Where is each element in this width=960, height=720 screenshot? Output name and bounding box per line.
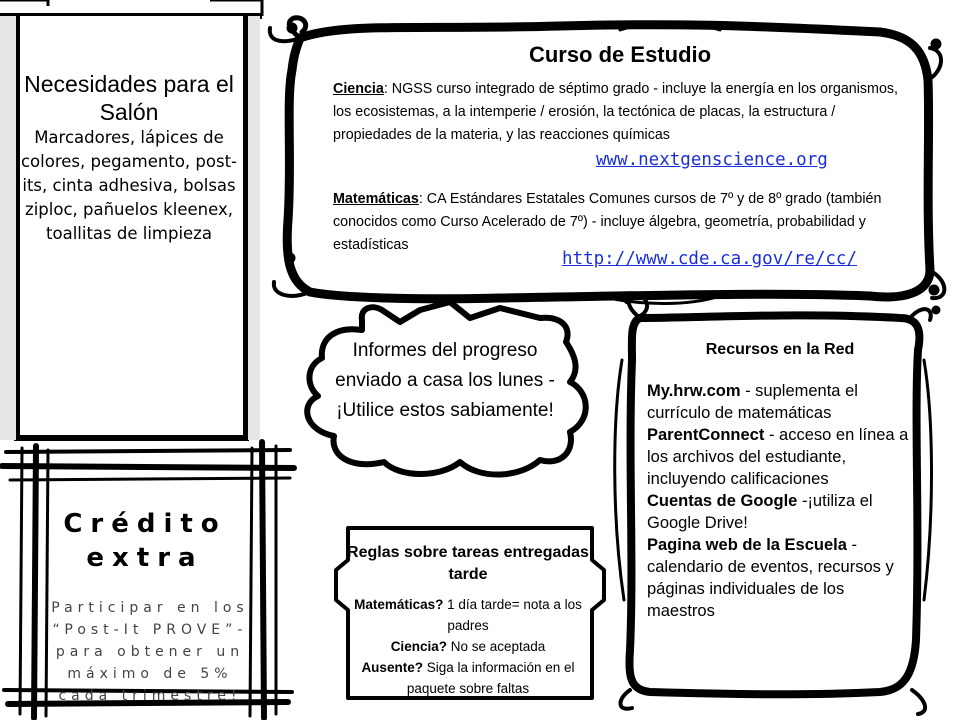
recurso-name: My.hrw.com <box>647 382 741 400</box>
recurso-item <box>647 424 912 490</box>
recurso-desc: - acceso en línea a los archivos del estudiante, incluyendo calificaciones <box>647 426 909 488</box>
reglas-ausente-label: Ausente? <box>361 660 423 675</box>
recurso-item <box>647 380 912 424</box>
ciencia-link[interactable]: www.nextgenscience.org <box>596 150 828 170</box>
recurso-name: Pagina web de la Escuela <box>647 536 847 554</box>
curso-ciencia <box>333 78 913 147</box>
recurso-item <box>647 490 912 534</box>
banner-title: Necesidades para el Salón <box>24 71 234 125</box>
curso-matematicas <box>333 188 911 257</box>
reglas-body <box>348 594 588 699</box>
credito-title-line1: Crédito <box>63 509 227 539</box>
supplies-banner <box>18 70 240 246</box>
reglas-title: Reglas sobre tareas entregadas tarde <box>347 544 589 583</box>
progress-note: Informes del progreso enviado a casa los lunes -¡Utilice estos sabiamente! <box>335 340 555 421</box>
ciencia-text: : NGSS curso integrado de séptimo grado - incluye la energía en los organismos, los ecosistemas, a la intemperie / erosión, la tectónica de placas, la estructura / propiedades de la materia, y las reacciones químicas <box>333 81 899 143</box>
reglas-matematicas <box>348 594 588 636</box>
recurso-name: Cuentas de Google <box>647 492 798 510</box>
credito-title-line2: extra <box>86 543 204 573</box>
mate-label: Matemáticas <box>333 191 419 207</box>
reglas-mate-label: Matemáticas? <box>354 597 444 612</box>
recurso-desc: - calendario de eventos, recursos y páginas individuales de los maestros <box>647 536 894 620</box>
recurso-desc: -¡utiliza el Google Drive! <box>647 492 873 532</box>
banner-body: Marcadores, lápices de colores, pegamento, post-its, cinta adhesiva, bolsas ziploc, pañuelos kleenex, toallitas de limpieza <box>20 128 238 243</box>
recursos-list <box>647 380 912 622</box>
reglas-ciencia-text: No se aceptada <box>446 639 546 654</box>
banner-shadow-right <box>248 16 260 440</box>
recurso-item <box>647 534 912 622</box>
reglas-mate-text: 1 día tarde= nota a los padres <box>443 597 582 633</box>
mate-link[interactable]: http://www.cde.ca.gov/re/cc/ <box>562 249 858 269</box>
reglas-ciencia-label: Ciencia? <box>390 639 447 654</box>
recurso-desc: - suplementa el currículo de matemáticas <box>647 382 858 422</box>
curso-title: Curso de Estudio <box>528 42 712 67</box>
mate-text: : CA Estándares Estatales Comunes cursos de 7º y de 8º grado (también conocidos como Curso Acelerado de 7º) - incluye álgebra, geometría, probabilidad y estadísticas <box>333 191 882 253</box>
ciencia-label: Ciencia <box>333 81 384 97</box>
reglas-ausente <box>348 657 588 699</box>
credito-body: Participar en los “Post-It PROVE”- para obtener un máximo de 5% cada trimestre! <box>51 600 249 704</box>
banner-shadow <box>0 16 16 440</box>
reglas-ciencia <box>348 636 588 657</box>
recursos-title: Recursos en la Red <box>705 341 855 358</box>
reglas-ausente-text: Siga la información en el paquete sobre faltas <box>406 660 575 696</box>
recurso-name: ParentConnect <box>647 426 765 444</box>
credito-title <box>40 507 250 575</box>
